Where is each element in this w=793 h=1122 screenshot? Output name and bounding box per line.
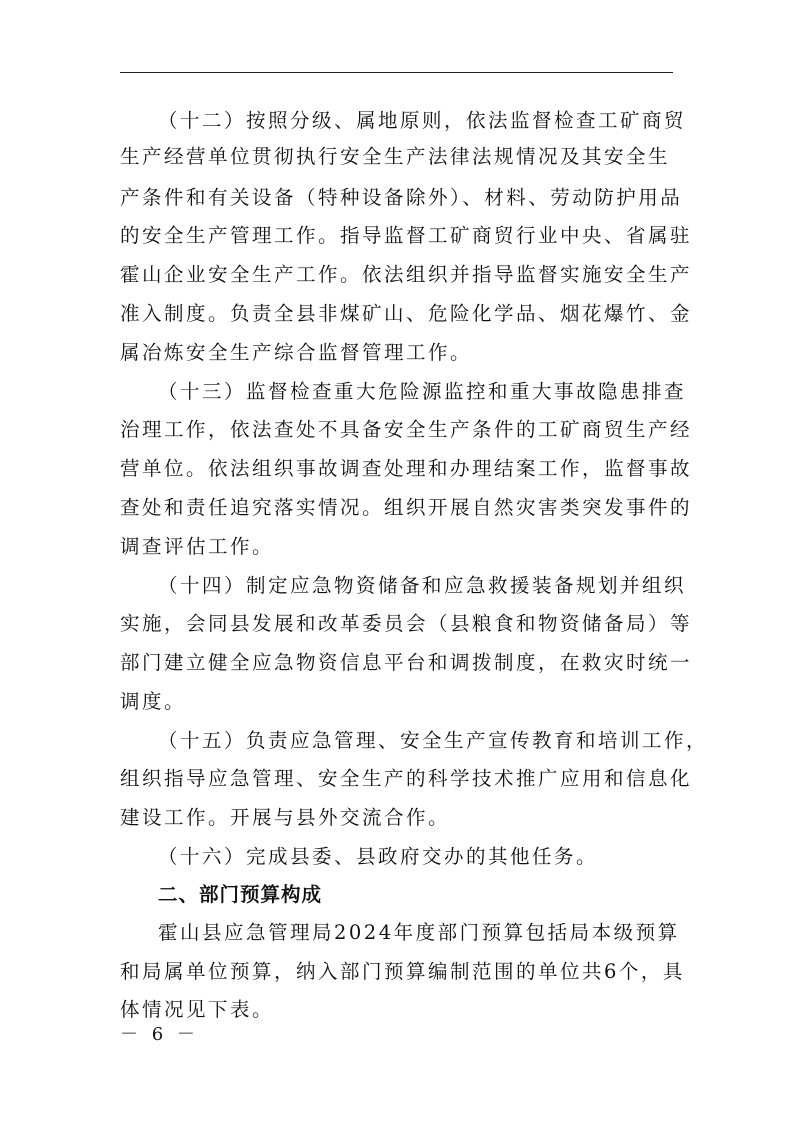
paragraph-12-line-7: 属冶炼安全生产综合监督管理工作。 — [120, 341, 473, 364]
paragraph-12-line-6: 准入制度。负责全县非煤矿山、危险化学品、烟花爆竹、金 — [120, 302, 693, 325]
paragraph-12-line-1: （十二）按照分级、属地原则，依法监督检查工矿商贸 — [158, 109, 687, 132]
paragraph-14-line-3: 部门建立健全应急物资信息平台和调拨制度，在救灾时统一 — [120, 651, 693, 674]
header-rule — [120, 72, 673, 73]
budget-paragraph-line-2: 和局属单位预算，纳入部门预算编制范围的单位共6个，具 — [120, 960, 685, 983]
paragraph-12-line-4: 的安全生产管理工作。指导监督工矿商贸行业中央、省属驻 — [120, 224, 693, 247]
paragraph-14-line-1: （十四）制定应急物资储备和应急救援装备规划并组织 — [158, 574, 687, 597]
page-number: － 6 － — [120, 1024, 199, 1045]
paragraph-13-line-2: 治理工作，依法查处不具备安全生产条件的工矿商贸生产经 — [120, 418, 693, 441]
section-heading: 二、部门预算构成 — [158, 883, 323, 906]
paragraph-14-line-2: 实施，会同县发展和改革委员会（县粮食和物资储备局）等 — [120, 612, 693, 635]
paragraph-12-line-5: 霍山企业安全生产工作。依法组织并指导监督实施安全生产 — [120, 263, 693, 286]
budget-paragraph-line-1: 霍山县应急管理局2024年度部门预算包括局本级预算 — [158, 921, 680, 944]
paragraph-13-line-1: （十三）监督检查重大危险源监控和重大事故隐患排查 — [158, 380, 687, 403]
paragraph-15-line-2: 组织指导应急管理、安全生产的科学技术推广应用和信息化 — [120, 767, 693, 790]
paragraph-13-line-5: 调查评估工作。 — [120, 535, 275, 558]
budget-paragraph-line-3: 体情况见下表。 — [120, 998, 275, 1021]
paragraph-12-line-2: 生产经营单位贯彻执行安全生产法律法规情况及其安全生 — [120, 145, 671, 168]
paragraph-15-line-1: （十五）负责应急管理、安全生产宣传教育和培训工作， — [158, 729, 709, 752]
paragraph-14-line-4: 调度。 — [120, 690, 187, 713]
paragraph-12-line-3: 产条件和有关设备（特种设备除外）、材料、劳动防护用品 — [120, 186, 683, 209]
paragraph-16-line-1: （十六）完成县委、县政府交办的其他任务。 — [158, 845, 599, 868]
paragraph-13-line-3: 营单位。依法组织事故调查处理和办理结案工作，监督事故 — [120, 457, 693, 480]
paragraph-15-line-3: 建设工作。开展与县外交流合作。 — [120, 806, 451, 829]
paragraph-13-line-4: 查处和责任追究落实情况。组织开展自然灾害类突发事件的 — [120, 496, 693, 519]
